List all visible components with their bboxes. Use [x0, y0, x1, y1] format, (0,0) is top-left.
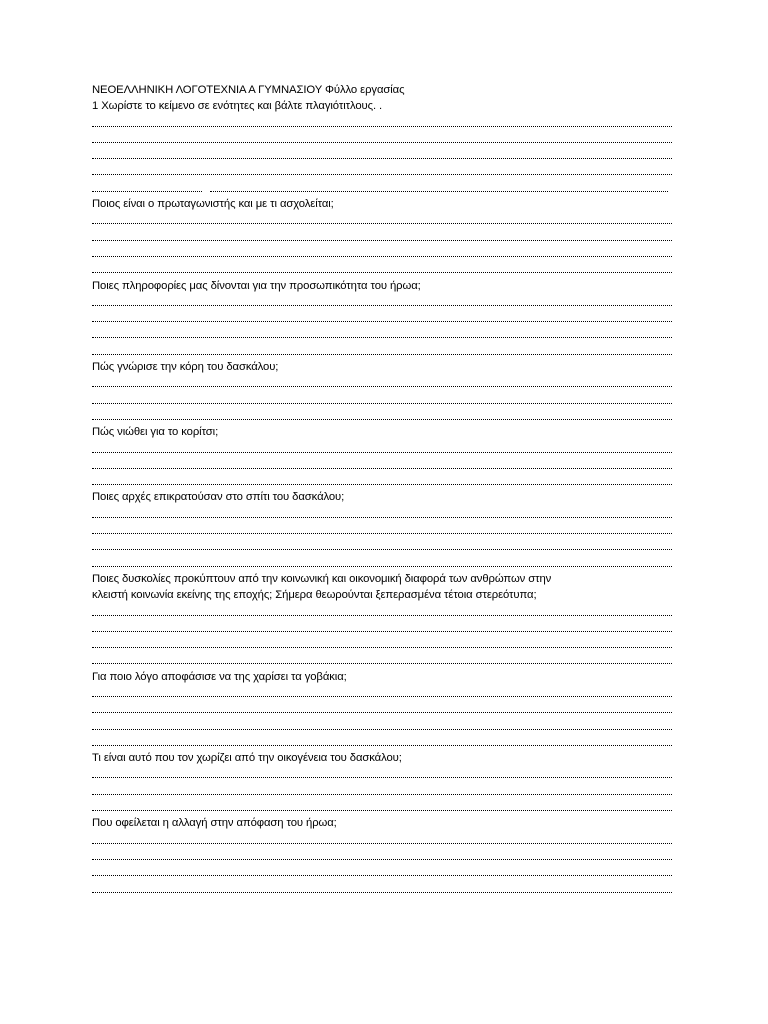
- answer-line[interactable]: [92, 799, 674, 815]
- question-9: Που οφείλεται η αλλαγή στην απόφαση του ήρωα;: [92, 817, 337, 830]
- answer-line[interactable]: [92, 245, 674, 261]
- answer-line[interactable]: [92, 734, 674, 750]
- answer-line[interactable]: [92, 229, 674, 245]
- answer-line[interactable]: [92, 701, 674, 717]
- question-4: Πώς νιώθει για το κορίτσι;: [92, 426, 219, 439]
- answer-line[interactable]: [92, 131, 674, 147]
- worksheet: [92, 82, 674, 897]
- question-8: Τι είναι αυτό που τον χωρίζει από την οικογένεια του δασκάλου;: [92, 752, 402, 765]
- answer-line[interactable]: [92, 261, 674, 277]
- answer-line[interactable]: [92, 163, 674, 179]
- answer-line[interactable]: [92, 212, 674, 228]
- answer-line[interactable]: [92, 180, 674, 196]
- question-6-continued: κλειστή κοινωνία εκείνης της εποχής; Σήμερα θεωρούνται ξεπερασμένα τέτοια στερεότυπα;: [92, 589, 537, 602]
- answer-line[interactable]: [92, 832, 674, 848]
- answer-line[interactable]: [92, 392, 674, 408]
- worksheet-title: ΝΕΟΕΛΛΗΝΙΚΗ ΛΟΓΟΤΕΧΝΙΑ Α ΓΥΜΝΑΣΙΟΥ Φύλλο εργασίας: [92, 84, 405, 96]
- answer-line[interactable]: [92, 310, 674, 326]
- answer-line[interactable]: [92, 506, 674, 522]
- answer-line[interactable]: [92, 864, 674, 880]
- answer-line[interactable]: [92, 620, 674, 636]
- question-6: Ποιες δυσκολίες προκύπτουν από την κοινωνική και οικονομική διαφορά των ανθρώπων στην: [92, 572, 552, 585]
- answer-line[interactable]: [92, 457, 674, 473]
- answer-line[interactable]: [92, 538, 674, 554]
- answer-line[interactable]: [92, 636, 674, 652]
- answer-line[interactable]: [92, 652, 674, 668]
- answer-line[interactable]: [92, 555, 674, 571]
- answer-line[interactable]: [92, 441, 674, 457]
- answer-line[interactable]: [92, 881, 674, 897]
- answer-line[interactable]: [92, 766, 674, 782]
- answer-line[interactable]: [92, 848, 674, 864]
- answer-line[interactable]: [92, 147, 674, 163]
- answer-line[interactable]: [92, 473, 674, 489]
- answer-line[interactable]: [92, 685, 674, 701]
- answer-line[interactable]: [92, 604, 674, 620]
- question-2: Ποιες πληροφορίες μας δίνονται για την προσωπικότητα του ήρωα;: [92, 279, 421, 292]
- question-7: Για ποιο λόγο αποφάσισε να της χαρίσει τα γοβάκια;: [92, 670, 347, 683]
- answer-line[interactable]: [92, 343, 674, 359]
- answer-line[interactable]: [92, 115, 674, 131]
- answer-line[interactable]: [92, 326, 674, 342]
- answer-line[interactable]: [92, 522, 674, 538]
- answer-line[interactable]: [92, 408, 674, 424]
- answer-line[interactable]: [92, 783, 674, 799]
- instruction-1: 1 Χωρίστε το κείμενο σε ενότητες και βάλτε πλαγιότιτλους. .: [92, 100, 383, 113]
- answer-line[interactable]: [92, 718, 674, 734]
- answer-line[interactable]: [92, 375, 674, 391]
- question-5: Ποιες αρχές επικρατούσαν στο σπίτι του δασκάλου;: [92, 491, 345, 504]
- question-3: Πώς γνώρισε την κόρη του δασκάλου;: [92, 361, 279, 374]
- answer-line[interactable]: [92, 294, 674, 310]
- question-1: Ποιος είναι ο πρωταγωνιστής και με τι ασχολείται;: [92, 198, 334, 211]
